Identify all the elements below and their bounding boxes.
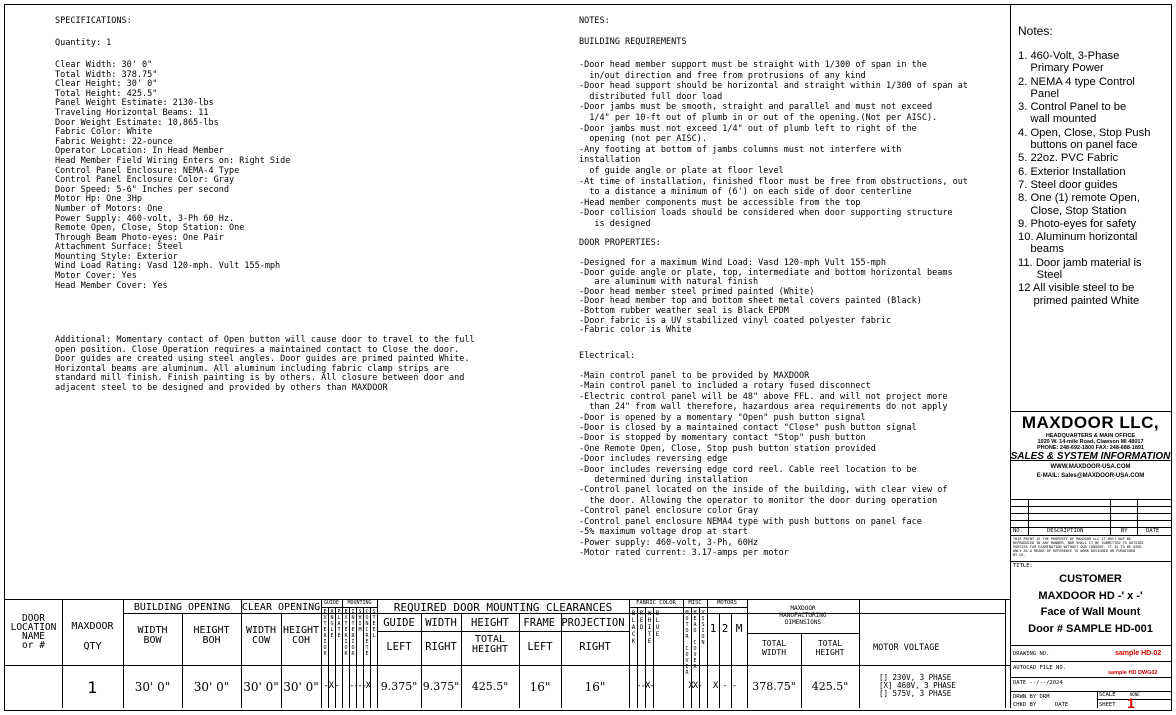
spec-line: Number of Motors: One (55, 203, 163, 214)
drawing-sheet (4, 4, 1172, 711)
spec-line: Door Weight Estimate: 10,865-lbs (55, 117, 219, 128)
electrical-heading: Electrical: (579, 351, 636, 361)
door-property-line: -Door head member top and bottom sheet metal covers painted (Black) (579, 296, 922, 307)
col-line-18 (859, 599, 860, 708)
spec-line: Attachment Surface: Steel (55, 242, 183, 253)
spec-line: Motor Hp: One 3Hp (55, 194, 142, 205)
drawn-by-label: DRWN BY DRM (1013, 694, 1050, 700)
autocad-value: sample HD DWG02 (1108, 670, 1158, 676)
building-requirement-line: is designed (579, 218, 651, 229)
misc-col-vision: VISION (700, 610, 706, 646)
rev-date-label: DATE (1146, 528, 1160, 534)
total-width-header: TOTAL WIDTH (761, 639, 787, 657)
building-requirement-line: opening (not per AISC). (579, 134, 707, 145)
date-row: DATE --/--/2024 (1013, 680, 1063, 686)
right-note-item: 3. Control Panel to be wall mounted (1018, 101, 1127, 126)
building-requirement-line: distributed full door load (579, 91, 723, 102)
electrical-line: -Control panel enclosure NEMA4 type with push buttons on panel face (579, 516, 922, 527)
motors-header: MOTORS (717, 600, 737, 606)
additional-line: Horizontal beams are aluminum. All aluminum including fabric clamp strips are (55, 363, 450, 374)
motor-col-1: 1 (709, 622, 717, 635)
spec-line: Motor Cover: Yes (55, 271, 137, 282)
height-boh-value: 30' 0" (193, 680, 230, 694)
spec-line: Wind Load Rating: Vasd 120-mph. Vult 155-mph (55, 261, 281, 272)
building-requirement-line: in/out direction and free from protrusions of any kind (579, 70, 866, 81)
electrical-line: -Motor rated current: 3.17-amps per motor (579, 547, 789, 558)
drawing-no-label: DRAWING NO. (1013, 651, 1050, 657)
sheet-value: 1 (1127, 695, 1135, 711)
building-requirements-list (579, 60, 968, 230)
width-bow-header: WIDTH BOW (137, 625, 168, 646)
spec-line: Head Member Cover: Yes (55, 280, 168, 291)
building-requirement-line: 1/4" per 10-ft out of plumb in or out of the opening.(Not per AISC). (579, 112, 938, 123)
building-requirement-line: -At time of installation, finished floor must be free from obstructions, out (579, 176, 968, 187)
title-line: Face of Wall Mount (1040, 606, 1141, 618)
spec-line: Head Member Field Wiring Enters on: Right Side (55, 155, 291, 166)
height-header: HEIGHT (471, 617, 509, 629)
building-requirements-heading: BUILDING REQUIREMENTS (579, 37, 687, 47)
guide-group-header: GUIDE (323, 600, 340, 606)
fabric-color-header: FABRIC COLOR (636, 600, 676, 606)
guide-header: GUIDE (383, 617, 415, 629)
date2-label: DATE (1055, 702, 1069, 708)
voltage-options-value: [] 230V, 3 PHASE [X] 460V, 3 PHASE [] 575V, 3 PHASE (879, 673, 956, 698)
spec-line: Power Supply: 460-volt, 3-Ph 60 Hz. (55, 213, 235, 224)
motor-voltage-header: MOTOR VOLTAGE (873, 643, 940, 653)
specifications-heading: SPECIFICATIONS: (55, 16, 132, 26)
rev-line-4 (1010, 520, 1171, 521)
right-note-item: 11. Door jamb material is Steel (1018, 256, 1142, 282)
width-cow-header: WIDTH COW (245, 625, 277, 646)
mount-col-exterior: EXTERIOR (343, 609, 349, 657)
height-coh-value: 30' 0" (283, 680, 319, 694)
electrical-line: -Door includes reversing edge cord reel. Cable reel location to be (579, 464, 917, 475)
height-boh-header: HEIGHT BOH (193, 625, 230, 646)
electrical-line: determined during installation (579, 475, 748, 486)
rev-line-3 (1010, 513, 1171, 514)
right-note-item: 1. 460-Volt, 3-Phase Primary Power (1018, 50, 1120, 75)
title-line: Door # SAMPLE HD-001 (1028, 622, 1153, 635)
electrical-line: -Control panel enclosure color Gray (579, 506, 759, 517)
scale-label: SCALE (1099, 692, 1116, 698)
electrical-line: -Door is opened by a momentary "Open" push button signal (579, 412, 866, 423)
rev-description-label: DESCRIPTION (1047, 528, 1084, 534)
spec-line: Traveling Horizontal Beams: 11 (55, 107, 209, 118)
right-note-item: 8. One (1) remote Open, Close, Stop Station (1018, 192, 1140, 217)
right-note-item: 6. Exterior Installation (1018, 165, 1126, 178)
drawn-line (1010, 691, 1171, 692)
right-note-item: 7. Steel door guides (1018, 178, 1118, 191)
spec-line: Through Beam Photo-eyes: One Pair (55, 232, 224, 243)
company-address: 1020 W. 14-mile Road, Clawson MI 48017 (1037, 439, 1144, 445)
qty-value: 1 (87, 678, 98, 697)
spec-line: Clear Height: 30' 0" (55, 79, 158, 90)
total-height-value: 425.5" (471, 680, 509, 693)
mounting-group-header: MOUNTING (347, 600, 372, 606)
col-line-15 (707, 599, 708, 708)
door-property-line: -Door head member steel primed painted (White) (579, 286, 815, 297)
building-requirement-line: -Any footing at bottom of jambs columns must not interfere with (579, 144, 902, 155)
misc-marks-value: XX- (688, 681, 702, 691)
electrical-line: the door. Allowing the operator to monitor the door during operation (579, 495, 938, 506)
additional-line: adjacent steel to be designed and provided by others than MAXDOOR (55, 382, 388, 393)
door-properties-heading: DOOR PROPERTIES: (579, 238, 661, 248)
electrical-line: -Main control panel to included a rotary fused disconnect (579, 381, 871, 392)
door-location-header: DOOR LOCATION NAME or # (10, 613, 57, 651)
building-requirement-line: -Door head member support must be straight with 1/300 of span in the (579, 60, 927, 70)
mfg-dims-line (747, 633, 859, 634)
company-hq: HEADQUARTERS & MAIN OFFICE (1045, 433, 1136, 439)
guide-marks-value: -X- (323, 681, 340, 691)
mfg-dimensions-header: MAXDOOR MANUFACTURING DIMENSIONS (779, 605, 827, 626)
spec-line: Total Height: 425.5" (55, 88, 158, 99)
frame-right-value: 16" (584, 680, 606, 694)
additional-line: standard mill finish. Finish painting is by others. All closure between door and (55, 373, 465, 384)
misc-col-motor-cover: MOTOR COVER (684, 610, 690, 676)
frame-projection-header: FRAME PROJECTION (523, 617, 625, 629)
notes-heading: NOTES: (579, 16, 610, 26)
mount-col-shim: SHIM (357, 609, 363, 633)
clear-opening-header: CLEAR OPENING (241, 602, 321, 613)
electrical-line: -5% maximum voltage drop at start (579, 527, 748, 538)
right-note-item: 9. Photo-eyes for safety (1018, 217, 1137, 230)
specifications-list (55, 61, 290, 291)
spec-line: Total Width: 378.75" (55, 69, 158, 80)
qty-header: QTY (83, 641, 102, 652)
mount-col-concrete: CONCRETE (364, 609, 370, 657)
spec-line: Fabric Weight: 22-ounce (55, 136, 173, 147)
misc-col-head-cover: HEAD COVER (692, 610, 698, 670)
door-property-line: -Bottom rubber weather seal is Black EPDM (579, 305, 789, 316)
spec-line: Control Panel Enclosure: NEMA-4 Type (55, 165, 240, 176)
autocad-line (1010, 661, 1171, 662)
clear-left-value: 9.375" (380, 680, 418, 693)
electrical-line: -Electric control panel will be 48" above FFL. and will not project more (579, 391, 948, 402)
spec-line: Fabric Color: White (55, 127, 153, 138)
additional-line: open position. Close Operation requires a maintained contact to Close the door. (55, 344, 460, 355)
clearance-sub-line (377, 631, 629, 632)
rev-col-2 (1110, 499, 1111, 535)
frame-left-header: LEFT (527, 641, 553, 653)
electrical-line: than 24" from wall therefore, hazardous area requirements do not apply (579, 402, 948, 413)
door-property-line: are aluminum with natural finish (579, 277, 759, 288)
title-line: MAXDOOR HD -' x -' (1038, 589, 1143, 602)
required-clearances-header: REQUIRED DOOR MOUNTING CLEARANCES (393, 601, 613, 614)
right-note-item: 10. Aluminum horizontal beams (1018, 231, 1138, 256)
spec-line: Clear Width: 30' 0" (55, 60, 153, 70)
specifications-quantity: Quantity: 1 (55, 38, 112, 48)
company-phone: PHONE: 248-692-1800 FAX: 248-688-1891 (1036, 445, 1144, 451)
clear-right-value: 9.375" (422, 680, 460, 693)
guide-col-exterior: EXTERIOR (322, 609, 328, 657)
building-requirement-line: -Head member components must be accessible from the top (579, 197, 861, 208)
electrical-list (579, 371, 947, 558)
company-block-top (1010, 411, 1171, 412)
spec-line: Remote Open, Close, Stop Station: One (55, 223, 245, 234)
building-requirement-line: of guide angle or plate at floor level (579, 165, 784, 176)
width-bow-value: 30' 0" (134, 680, 171, 694)
title-lines (1010, 571, 1171, 637)
spec-line: Panel Weight Estimate: 2130-lbs (55, 98, 214, 109)
building-requirement-line: -Door collision loads should be considered when door supporting structure (579, 208, 953, 219)
width-cow-value: 30' 0" (243, 680, 279, 694)
additional-line: Additional: Momentary contact of Open button will cause door to travel to the full (55, 335, 475, 345)
total-width-value: 378.75" (752, 680, 796, 693)
total-height2-header: TOTAL HEIGHT (815, 639, 845, 657)
right-note-item: 2. NEMA 4 type Control Panel (1018, 75, 1135, 100)
misc-header: MISC (688, 600, 702, 606)
electrical-line: -Control panel located on the inside of the building, with clear view of (579, 485, 948, 496)
company-block (1010, 413, 1171, 479)
additional-line: Door guides are created using steel angles. Door guides are primed painted White. (55, 354, 470, 365)
fabric-marks-value: --X- (636, 681, 654, 691)
spec-line: Operator Location: In Head Member (55, 146, 224, 157)
right-notes-list (1018, 50, 1170, 308)
maxdoor-header: MAXDOOR (71, 621, 114, 632)
title-label: TITLE: (1013, 563, 1033, 569)
total-height-header: TOTAL HEIGHT (471, 634, 509, 655)
motor-marks-value: X-- (712, 681, 742, 691)
electrical-line: -Door includes reversing edge (579, 454, 728, 465)
rev-no-label: NO. (1013, 528, 1023, 534)
spec-line: Control Panel Enclosure Color: Gray (55, 175, 235, 186)
door-property-line: -Door fabric is a UV stabilized vinyl coated polyester fabric (579, 315, 892, 326)
mount-col-steel: STEEL (371, 609, 377, 639)
rev-line-2 (1010, 506, 1171, 507)
height-coh-header: HEIGHT COH (282, 625, 320, 646)
building-opening-header: BUILDING OPENING (133, 602, 231, 613)
guide-col-angle: ANGLE (329, 609, 335, 639)
electrical-line: -Main control panel to be provided by MAXDOOR (579, 371, 810, 381)
fabric-col-black: BLACK (630, 610, 637, 645)
company-email: E-MAIL: Sales@MAXDOOR-USA.COM (1036, 473, 1145, 479)
autocad-label: AUTOCAD FILE NO. (1013, 665, 1066, 671)
guide-left-header: LEFT (386, 641, 412, 653)
motor-col-m: M (735, 622, 743, 635)
electrical-line: -Power supply: 460-volt, 3-Ph, 60Hz (579, 537, 759, 548)
sheet-label: SHEET (1099, 702, 1116, 708)
building-requirement-line: -Door jambs must be smooth, straight and parallel and must not exceed (579, 102, 933, 113)
col-line-19 (1005, 599, 1006, 708)
date-line (1010, 677, 1171, 678)
checked-by-label: CHKD BY (1013, 702, 1037, 708)
rev-col-3 (1137, 499, 1138, 535)
right-note-item: 4. Open, Close, Stop Push buttons on panel face (1018, 126, 1151, 152)
building-requirement-line: -Door jambs must not exceed 1/4" out of plumb left to right of the (579, 123, 917, 134)
width-header: WIDTH (425, 617, 457, 629)
right-note-item: 5. 22oz. PVC Fabric (1018, 152, 1119, 165)
total-height2-value: 425.5" (811, 680, 849, 693)
electrical-line: -One Remote Open, Close, Stop push button station provided (579, 443, 876, 454)
frame-left-value: 16" (529, 680, 551, 694)
rev-by-label: BY (1121, 528, 1128, 534)
title-top-line (1010, 561, 1171, 562)
title-line: CUSTOMER (1059, 573, 1122, 585)
door-property-line: -Designed for a maximum Wind Load: Vasd 120-mph Vult 155-mph (579, 258, 887, 268)
width-right-header: RIGHT (425, 641, 457, 653)
mount-col-interior: INTERIOR (350, 609, 356, 657)
electrical-line: -Door is stopped by momentary contact "Stop" push button (579, 433, 866, 444)
building-requirement-line: installation (579, 155, 641, 166)
frame-right-header: RIGHT (579, 641, 611, 653)
spec-line: Mounting Style: Exterior (55, 251, 178, 262)
additional-notes (55, 336, 475, 394)
fabric-col-white: WHITE (646, 610, 653, 645)
building-requirement-line: -Door head support should be horizontal and straight within 1/300 of span at (579, 81, 968, 92)
motor-col-2: 2 (721, 622, 729, 635)
fabric-col-blue: BLUE (654, 610, 661, 638)
company-name: MAXDOOR LLC, (1021, 413, 1160, 432)
right-note-item: 12 All visible steel to be primed painted White (1018, 282, 1140, 307)
company-web: WWW.MAXDOOR-USA.COM (1050, 464, 1131, 470)
drawing-no-value: sample HD-02 (1115, 650, 1162, 657)
door-property-line: -Door guide angle or plate, top, intermediate and bottom horizontal beams (579, 267, 953, 278)
fabric-misc-line (629, 607, 747, 608)
mount-marks-value: ----X (349, 681, 370, 691)
company-tagline: SALES & SYSTEM INFORMATION (1010, 451, 1171, 462)
scale-value: NONE (1130, 692, 1140, 697)
door-properties-list (579, 259, 953, 336)
rev-line-6 (1010, 535, 1171, 536)
guide-mount-line (321, 607, 377, 608)
building-requirement-line: to a distance a minimum of (6') on each side of door centerline (579, 187, 912, 198)
fabric-col-red: RED (638, 610, 645, 631)
drawing-no-line (1010, 645, 1171, 646)
rev-line-1 (1010, 499, 1171, 500)
disclaimer: THIS PRINT IS THE PROPERTY OF MAXDOOR LLC IT MUST NOT BE REPRODUCED IN ANY MANNER, NOR SHALL IT BE SUBMITTED TO OUTSIDE PARTIES FOR EXAMINATION WITHOUT OUR CONSENT. IT IS TO BE USED ONLY AS A MEANS OF REFERENCE TO WORK DESIGNED OR FURNISHED BY US. (1013, 537, 1144, 557)
spec-line: Door Speed: 5-6" Inches per second (55, 184, 229, 195)
guide-col-plate: PLATE (336, 609, 342, 639)
right-notes-heading: Notes: (1018, 24, 1053, 38)
rev-col-1 (1028, 499, 1029, 535)
electrical-line: -Door is closed by a maintained contact "Close" push button signal (579, 423, 917, 434)
door-property-line: -Fabric color is White (579, 325, 692, 336)
